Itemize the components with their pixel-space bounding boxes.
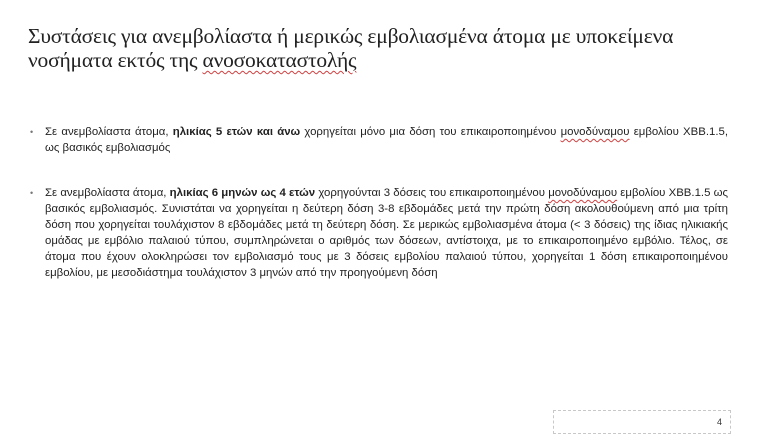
page-number: 4 xyxy=(716,417,722,427)
bullet-text: εμβολίου XBB.1.5, ως βασικός εμβολιασμός xyxy=(45,126,729,154)
bullet-item xyxy=(30,185,728,281)
bullet-item xyxy=(30,124,728,156)
bullet-text: εμβολίου XBB.1.5 ως βασικός εμβολιασμός. Συνιστάται να χορηγείται η δεύτερη δόση 3-8 εβδομάδες μετά την πρώτη δόση ακολουθούμενη από μια τρίτη δόση που χορηγείται τουλάχιστον 8 εβδομάδες μετά τη δεύτερη δόση. Σε μερικώς εμβολιασμένα άτομα (< 3 δόσεις) της ίδιας ηλικιακής ομάδας με εμβόλιο παλαιού τύπου, συμπληρώνεται ο αριθμός των δόσεων, αντίστοιχα, με το επικαιροποιημένο εμβόλιο. Τέλος, σε άτομα που έχουν ολοκληρώσει τον εμβολιασμό τους με 3 δόσεις εμβολίου παλαιού τύπου, χορηγείται 1 δόση επικαιροποιημένου εμβολίου, με μεσοδιάστημα τουλάχιστον 3 μηνών από την προηγούμενη δόση xyxy=(45,187,728,279)
bullet-text: Σε ανεμβολίαστα άτομα, xyxy=(45,187,170,199)
slide-title xyxy=(28,24,728,72)
page-number-placeholder[interactable] xyxy=(553,410,731,434)
bullet-spellcheck-word: μονοδύναμου xyxy=(548,187,618,199)
bullet-bold-text: ηλικίας 6 μηνών ως 4 ετών xyxy=(169,187,316,199)
bullet-text: χορηγούνται 3 δόσεις του επικαιροποιημένου xyxy=(315,187,549,199)
bullet-dot-icon: • xyxy=(30,188,34,198)
bullet-bold-text: ηλικίας 5 ετών και άνω xyxy=(172,126,301,138)
bullet-spellcheck-word: μονοδύναμου xyxy=(560,126,630,138)
bullet-dot-icon: • xyxy=(30,127,34,137)
bullet-list xyxy=(30,124,728,281)
bullet-text: Σε ανεμβολίαστα άτομα, xyxy=(45,126,173,138)
title-spellcheck-word: ανοσοκαταστολής xyxy=(202,48,357,72)
bullet-text: χορηγείται μόνο μια δόση του επικαιροποιημένου xyxy=(300,126,561,138)
title-text: Συστάσεις για ανεμβολίαστα ή μερικώς εμβολιασμένα άτομα με υποκείμενα νοσήματα εκτός της xyxy=(28,24,674,72)
